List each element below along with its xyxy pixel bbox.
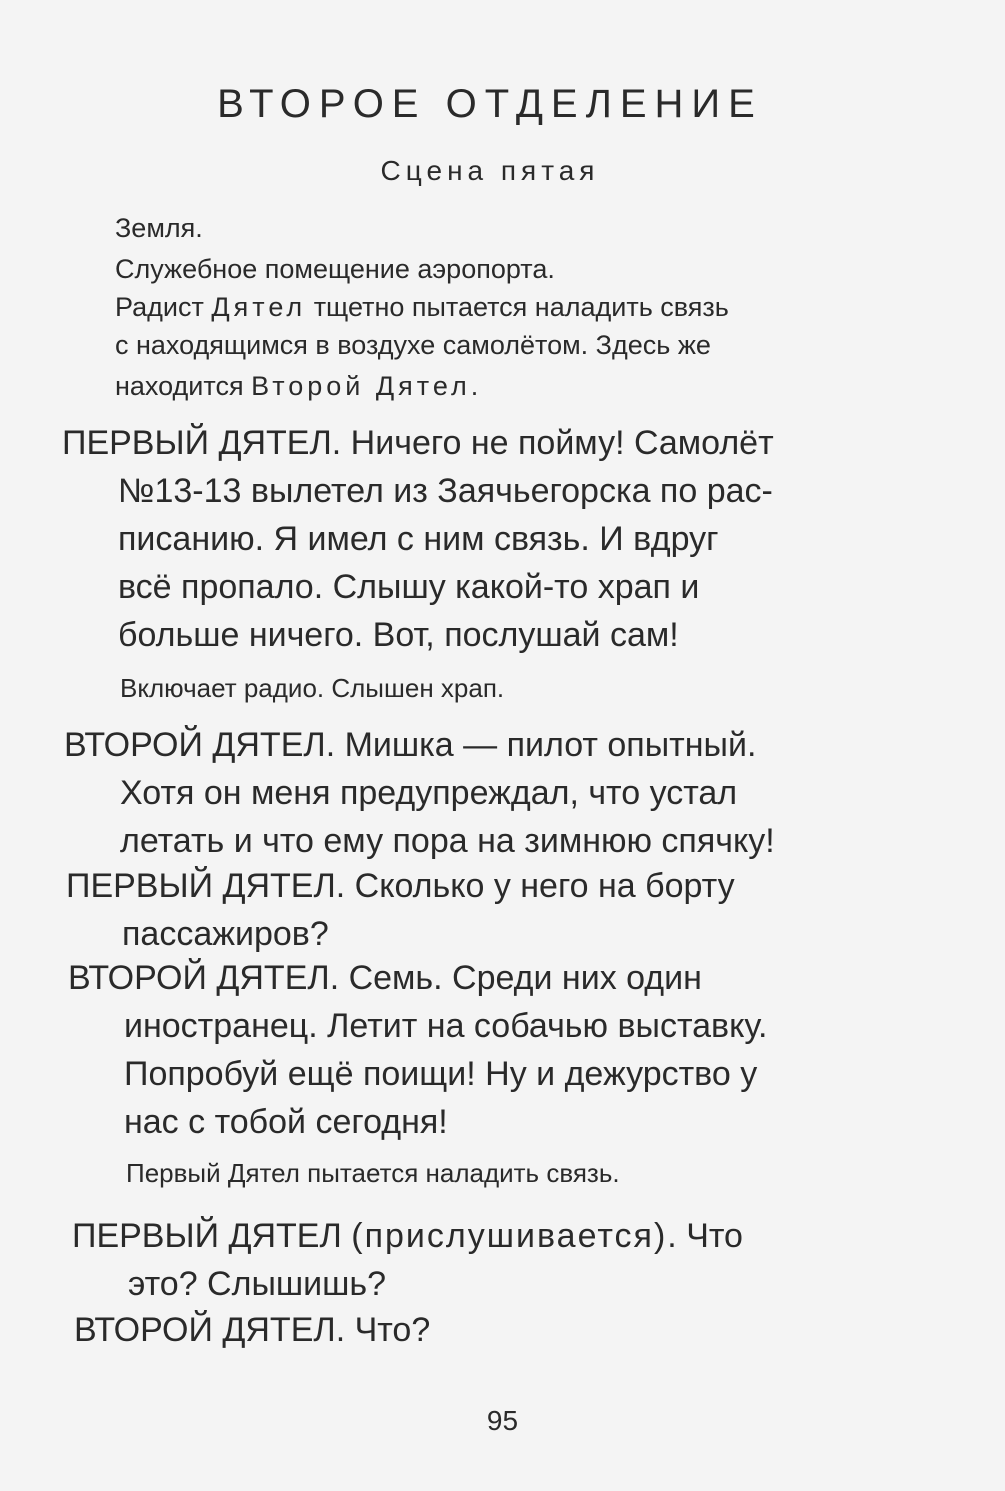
scene-title: Сцена пятая	[380, 155, 600, 186]
setting-text: находится	[115, 371, 252, 401]
dialogue-line: летать и что ему пора на зимнюю спячку!	[120, 822, 775, 860]
dialogue-text: . Что	[667, 1217, 743, 1255]
setting-text: .	[470, 371, 479, 401]
page-number: 95	[486, 1405, 519, 1436]
dialogue-line	[72, 1212, 930, 1260]
dialogue-line: нас с тобой сегодня!	[124, 1103, 448, 1141]
dialogue-line: ПЕРВЫЙ ДЯТЕЛ. Ничего не пойму! Самолёт	[62, 424, 774, 462]
dialogue-line: ПЕРВЫЙ ДЯТЕЛ. Сколько у него на борту	[66, 867, 735, 905]
dialogue-line: иностранец. Летит на собачью выставку.	[124, 1007, 768, 1045]
setting-line-3	[115, 287, 729, 328]
dialogue-line: ВТОРОЙ ДЯТЕЛ. Что?	[74, 1311, 431, 1349]
setting-text: Радист	[115, 292, 212, 322]
speaker-name: ПЕРВЫЙ ДЯТЕЛ	[72, 1217, 352, 1255]
dialogue-line: писанию. Я имел с ним связь. И вдруг	[118, 520, 719, 558]
dialogue-line: Хотя он меня предупреждал, что устал	[120, 774, 738, 812]
stage-direction: Первый Дятел пытается наладить связь.	[126, 1158, 620, 1188]
setting-line-1: Земля.	[115, 213, 203, 243]
setting-line-4: с находящимся в воздухе самолётом. Здесь же	[115, 330, 711, 360]
dialogue-line: больше ничего. Вот, послушай сам!	[118, 616, 679, 654]
dialogue-line: всё пропало. Слышу какой-то храп и	[118, 568, 700, 606]
dialogue-first-woodpecker-2	[66, 862, 924, 958]
character-name: Второй Дятел	[251, 371, 471, 401]
setting-text: тщетно пытается наладить связь	[306, 292, 729, 322]
dialogue-second-woodpecker-1	[64, 721, 922, 865]
dialogue-second-woodpecker-2	[68, 954, 926, 1146]
dialogue-line: Попробуй ещё поищи! Ну и дежурство у	[124, 1055, 758, 1093]
dialogue-line: ВТОРОЙ ДЯТЕЛ. Мишка — пилот опытный.	[64, 726, 757, 764]
setting-line-5	[115, 366, 478, 407]
character-name: Дятел	[211, 292, 307, 322]
section-heading: ВТОРОЕ ОТДЕЛЕНИЕ	[217, 82, 763, 126]
dialogue-line: пассажиров?	[122, 915, 329, 953]
dialogue-first-woodpecker-3	[72, 1212, 930, 1308]
dialogue-second-woodpecker-3	[74, 1306, 932, 1354]
dialogue-line: это? Слышишь?	[128, 1265, 387, 1303]
setting-line-2: Служебное помещение аэропорта.	[115, 254, 555, 284]
dialogue-line: ВТОРОЙ ДЯТЕЛ. Семь. Среди них один	[68, 959, 702, 997]
stage-direction: Включает радио. Слышен храп.	[120, 673, 505, 703]
stage-remark: (прислушивается)	[351, 1217, 668, 1255]
dialogue-line: №13-13 вылетел из Заячьегорска по рас-	[118, 472, 773, 510]
dialogue-first-woodpecker-1	[62, 419, 920, 659]
